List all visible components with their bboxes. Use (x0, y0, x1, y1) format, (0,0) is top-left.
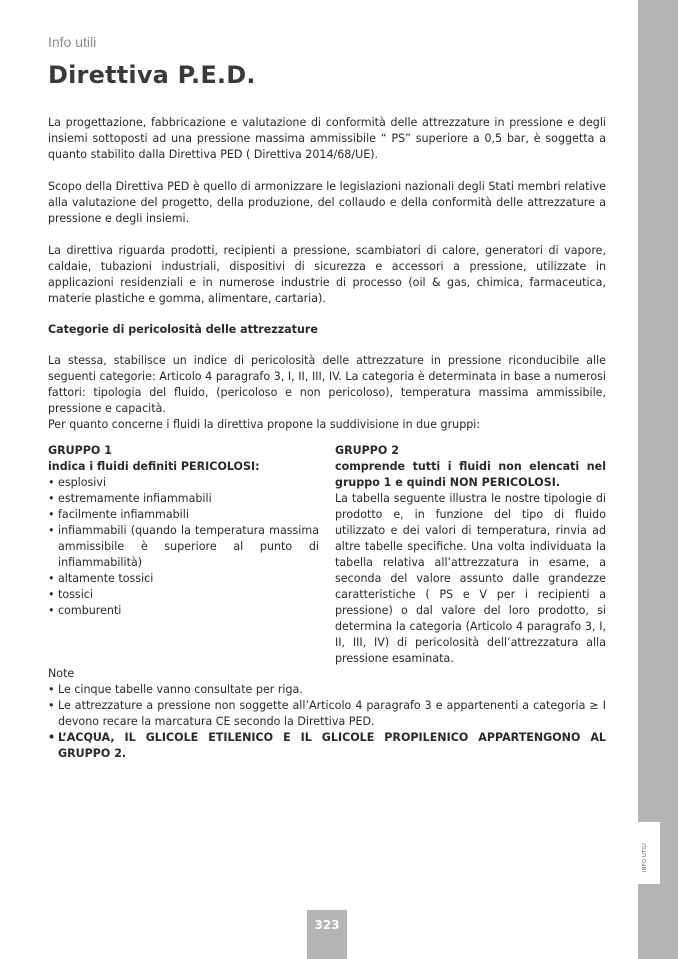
group-2-title: GRUPPO 2 (335, 444, 399, 457)
section-label: Info utili (48, 34, 97, 50)
group-1-title: GRUPPO 1 (48, 444, 112, 457)
list-item: • Le attrezzature a pressione non soggette all’Articolo 4 paragrafo 3 e appartenenti a categoria ≥ I devono recare la marcatura CE secondo la Direttiva PED. (48, 698, 606, 730)
list-item: • infiammabili (quando la temperatura massima ammissibile è superiore al punto di infiammabilità) (48, 523, 319, 571)
list-item: • comburenti (48, 603, 319, 619)
sidebar-tab-label: INFO UTILI (642, 842, 648, 872)
right-sidebar-band (638, 0, 678, 959)
fluids-paragraph: Per quanto concerne i fluidi la direttiva propone la suddivisione in due gruppi: (48, 418, 481, 431)
coverage-paragraph: La direttiva riguarda prodotti, recipienti a pressione, scambiatori di calore, generatori di vapore, caldaie, tubazioni industriali, dispositivi di sicurezza e accessori a pressione, utilizzate in applicazioni residenziali e in numerose industrie di processo (oil & gas, chimica, farmaceutica, materie plastiche e gomma, alimentare, cartaria). (48, 244, 606, 305)
scope-paragraph: Scopo della Direttiva PED è quello di armonizzare le legislazioni nazionali degli Stati membri relative alla valutazione del progetto, della produzione, del collaudo e della conformità delle attrezzature a pressione e degli insiemi. (48, 180, 606, 225)
notes-section (48, 666, 606, 762)
categories-heading: Categorie di pericolosità delle attrezzature (48, 323, 318, 336)
list-item: • altamente tossici (48, 571, 319, 587)
page-number: 323 (314, 918, 340, 932)
intro-paragraph: La progettazione, fabbricazione e valutazione di conformità delle attrezzature in pressione e degli insiemi sottoposti ad una pressione massima ammissibile “ PS” superiore a 0,5 bar, è soggetta a quanto stabilito dalla Direttiva PED ( Direttiva 2014/68/UE). (48, 116, 606, 161)
list-item: • tossici (48, 587, 319, 603)
page-title: Direttiva P.E.D. (48, 61, 256, 89)
list-item: • L’ACQUA, IL GLICOLE ETILENICO E IL GLICOLE PROPILENICO APPARTENGONO AL GRUPPO 2. (48, 730, 606, 762)
group-1-column (48, 443, 319, 619)
notes-list (48, 682, 606, 762)
group-2-column (335, 443, 606, 667)
list-item: • esplosivi (48, 475, 319, 491)
list-item: • facilmente infiammabili (48, 507, 319, 523)
list-item: • estremamente infiammabili (48, 491, 319, 507)
group-2-text: La tabella seguente illustra le nostre tipologie di prodotto e, in funzione del tipo di fluido utilizzato e dei valori di temperatura, rinvia ad altre tabelle specifiche. Una volta individuata la tabella relativa all’attrezzatura in esame, a seconda del valore assunto dalle grandezze caratteristiche ( PS e V per i recipienti a pressione) o dal valore del loro prodotto, si determina la categoria (Articolo 4 paragrafo 3, I, II, III, IV) di pericolosità dell’attrezzatura alla pressione esaminata. (335, 492, 606, 665)
list-item: • Le cinque tabelle vanno consultate per riga. (48, 682, 606, 698)
group-1-list (48, 475, 319, 619)
group-2-subtitle: comprende tutti i fluidi non elencati nel gruppo 1 e quindi NON PERICOLOSI. (335, 460, 606, 489)
notes-title: Note (48, 667, 75, 680)
categories-paragraph: La stessa, stabilisce un indice di pericolosità delle attrezzature in pressione riconducibile alle seguenti categorie: Articolo 4 paragrafo 3, I, II, III, IV. La categoria è determinata in base a numerosi fattori: tipologia del fluido, (pericoloso e non pericoloso), temperatura massima ammissibile, pressione e capacità. (48, 354, 606, 415)
group-1-subtitle: indica i fluidi definiti PERICOLOSI: (48, 460, 260, 473)
